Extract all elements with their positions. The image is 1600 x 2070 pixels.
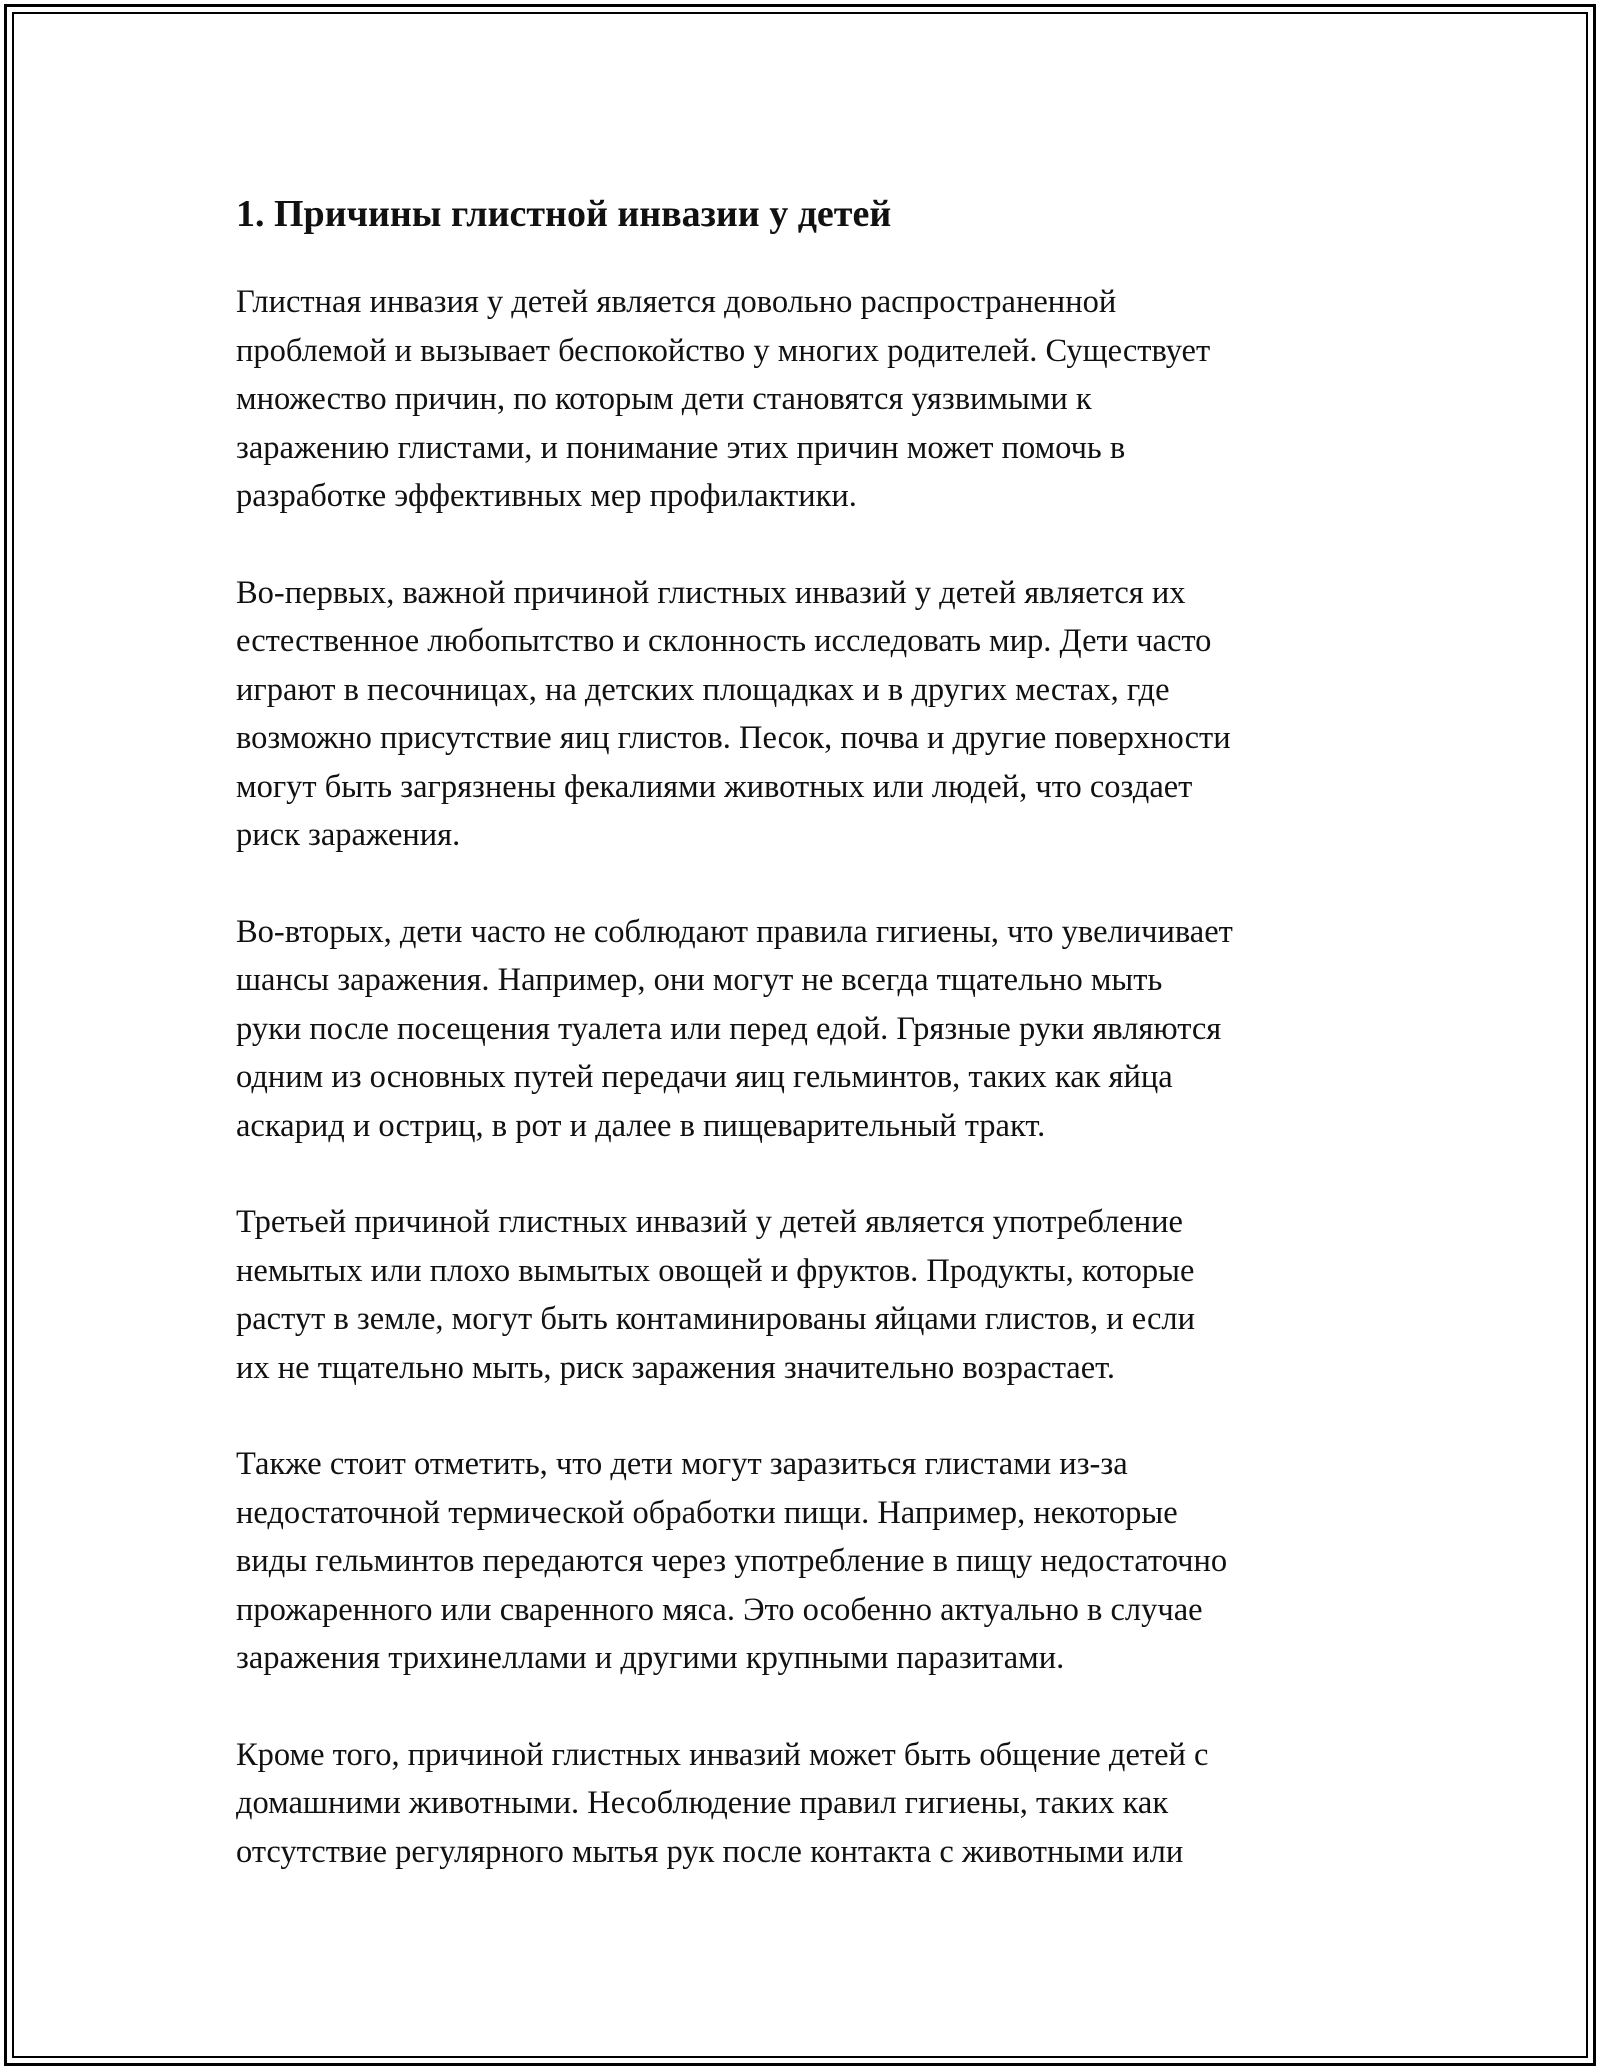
- text-line: недостаточной термической обработки пищи. Например, некоторые: [236, 1494, 1178, 1531]
- text-line: Во-первых, важной причиной глистных инвазий у детей является их: [236, 574, 1186, 611]
- text-line: Также стоит отметить, что дети могут заразиться глистами из-за: [236, 1446, 1128, 1482]
- text-line: Во-вторых, дети часто не соблюдают правила гигиены, что увеличивает: [236, 913, 1233, 950]
- text-line: проблемой и вызывает беспокойство у многих родителей. Существует: [236, 332, 1211, 369]
- section-heading: 1. Причины глистной инвазии у детей: [236, 193, 892, 235]
- text-line: Третьей причиной глистных инвазий у детей является употребление: [236, 1204, 1183, 1240]
- text-line: естественное любопытство и склонность исследовать мир. Дети часто: [236, 623, 1212, 659]
- document-body: [236, 186, 1376, 1924]
- paragraph-food-processing: [236, 1440, 1376, 1683]
- text-line: виды гельминтов передаются через употребление в пищу недостаточно: [236, 1543, 1228, 1579]
- text-line: Кроме того, причиной глистных инвазий может быть общение детей с: [236, 1736, 1209, 1773]
- text-line: их не тщательно мыть, риск заражения значительно возрастает.: [236, 1349, 1116, 1386]
- text-line: немытых или плохо вымытых овощей и фруктов. Продукты, которые: [236, 1252, 1195, 1289]
- text-line: возможно присутствие яиц глистов. Песок, почва и другие поверхности: [236, 720, 1231, 756]
- text-line: заражения трихинеллами и другими крупными паразитами.: [236, 1640, 1065, 1676]
- paragraph-intro: [236, 278, 1376, 521]
- text-line: растут в земле, могут быть контаминированы яйцами глистов, и если: [236, 1301, 1196, 1337]
- text-line: отсутствие регулярного мытья рук после контакта с животными или: [236, 1833, 1184, 1870]
- paragraph-hygiene: [236, 908, 1376, 1151]
- text-line: риск заражения.: [236, 817, 461, 853]
- text-line: множество причин, по которым дети становятся уязвимыми к: [236, 381, 1092, 417]
- text-line: руки после посещения туалета или перед едой. Грязные руки являются: [236, 1010, 1222, 1047]
- text-line: играют в песочницах, на детских площадках и в других местах, где: [236, 671, 1170, 708]
- text-line: аскарид и остриц, в рот и далее в пищеварительный тракт.: [236, 1107, 1046, 1144]
- paragraph-vegetables: [236, 1198, 1376, 1392]
- text-line: разработке эффективных мер профилактики.: [236, 478, 857, 514]
- text-line: могут быть загрязнены фекалиями животных или людей, что создает: [236, 768, 1193, 805]
- text-line: шансы заражения. Например, они могут не всегда тщательно мыть: [236, 962, 1163, 998]
- text-line: заражению глистами, и понимание этих причин может помочь в: [236, 429, 1126, 466]
- paragraph-curiosity: [236, 569, 1376, 860]
- text-line: прожаренного или сваренного мяса. Это особенно актуально в случае: [236, 1591, 1203, 1628]
- text-line: одним из основных путей передачи яиц гельминтов, таких как яйца: [236, 1059, 1173, 1095]
- text-line: Глистная инвазия у детей является довольно распространенной: [236, 284, 1117, 320]
- text-line: домашними животными. Несоблюдение правил гигиены, таких как: [236, 1785, 1169, 1821]
- paragraph-pets: [236, 1731, 1376, 1877]
